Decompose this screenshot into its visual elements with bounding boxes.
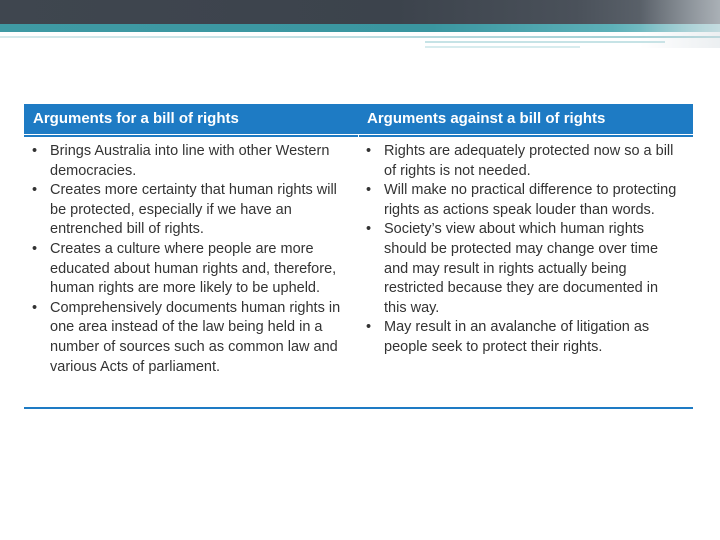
decorative-line bbox=[0, 36, 720, 38]
slide-teal-band bbox=[0, 24, 720, 32]
bullet-icon: • bbox=[366, 143, 372, 159]
header-arguments-against: Arguments against a bill of rights bbox=[367, 110, 606, 127]
arguments-against-list bbox=[364, 142, 684, 358]
argument-against-item bbox=[364, 318, 684, 357]
argument-text: Brings Australia into line with other Western democracies. bbox=[50, 143, 330, 179]
argument-for-item bbox=[30, 240, 354, 299]
argument-text: Society’s view about which human rights should be protected may change over time and may result in rights actually being restricted because they are documented in this way. bbox=[384, 221, 659, 316]
column-divider bbox=[358, 134, 359, 408]
table-bottom-rule bbox=[24, 407, 693, 409]
argument-for-item bbox=[30, 181, 354, 240]
bullet-icon: • bbox=[32, 182, 38, 199]
decorative-line bbox=[425, 46, 580, 48]
bullet-icon: • bbox=[366, 221, 372, 238]
argument-text: Rights are adequately protected now so a bill of rights is not needed. bbox=[384, 143, 674, 179]
bullet-icon: • bbox=[32, 299, 38, 316]
argument-text: Will make no practical difference to protecting rights as actions speak louder than words. bbox=[384, 182, 677, 218]
argument-against-item bbox=[364, 142, 684, 181]
bullet-icon: • bbox=[32, 240, 38, 257]
argument-text: Comprehensively documents human rights in one area instead of the law being held in a number of sources such as common law and various Acts of parliament. bbox=[50, 299, 341, 375]
arguments-for-list bbox=[30, 142, 354, 377]
bullet-icon: • bbox=[366, 182, 372, 199]
argument-for-item bbox=[30, 142, 354, 181]
bill-of-rights-table bbox=[24, 104, 693, 410]
bullet-icon: • bbox=[366, 319, 372, 336]
argument-against-item bbox=[364, 220, 684, 318]
decorative-corner-shade bbox=[640, 0, 720, 48]
argument-text: Creates more certainty that human rights will be protected, especially if we have an entrenched bill of rights. bbox=[50, 182, 337, 238]
header-arguments-for: Arguments for a bill of rights bbox=[33, 110, 239, 127]
argument-text: Creates a culture where people are more educated about human rights and, therefore, human rights are more likely to be upheld. bbox=[50, 240, 337, 297]
bullet-icon: • bbox=[32, 143, 38, 159]
table-header-row bbox=[24, 104, 693, 134]
argument-text: May result in an avalanche of litigation as people seek to protect their rights. bbox=[384, 319, 650, 355]
decorative-line bbox=[425, 41, 665, 43]
slide-top-bar bbox=[0, 0, 720, 24]
argument-against-item bbox=[364, 181, 684, 220]
argument-for-item bbox=[30, 299, 354, 377]
